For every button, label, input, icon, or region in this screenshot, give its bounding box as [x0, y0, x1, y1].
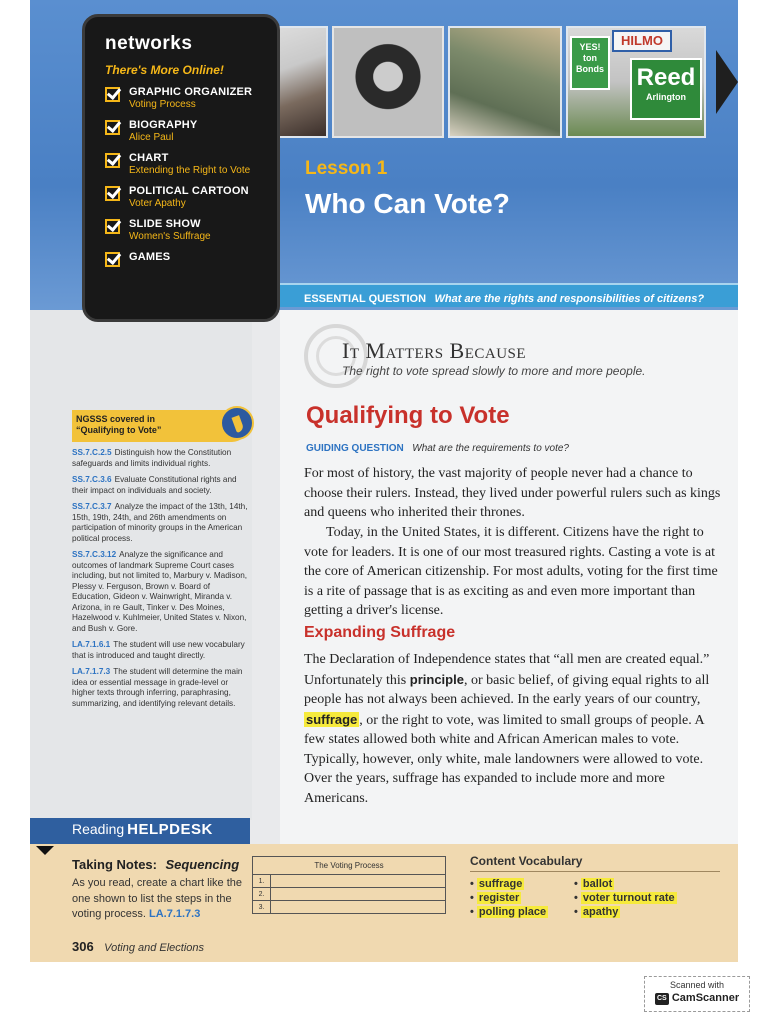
- standard-text: The student will use new vocabulary that is introduced and taught directly.: [72, 640, 245, 660]
- essential-question-label: ESSENTIAL QUESTION: [304, 293, 427, 305]
- vocab-item: • ballot: [574, 878, 613, 890]
- paragraph-3: [304, 650, 728, 808]
- table-row: [253, 901, 446, 914]
- networks-logo: networks: [105, 33, 193, 54]
- helpdesk-label: HELPDESK: [127, 821, 213, 838]
- paragraph-1: For most of history, the vast majority of people never had a chance to choose their rulers. Instead, they lived under powerful rulers such as kings and queens who inherited their thrones.: [304, 466, 721, 520]
- paragraph-3-part-b: , or basic belief, of giving equal rights to all people has not always been achieved. In the early years of our country,: [304, 672, 710, 707]
- guiding-question-label: GUIDING QUESTION: [306, 443, 404, 454]
- subsection-title: Expanding Suffrage: [304, 624, 456, 641]
- vocabulary-grid: [470, 878, 720, 918]
- standard-item: [72, 550, 248, 634]
- networks-item-title: POLITICAL CARTOON: [129, 185, 249, 197]
- row-number: 1.: [253, 875, 271, 888]
- essential-question-text: What are the rights and responsibilities of citizens?: [434, 293, 705, 305]
- vocabulary-title: Content Vocabulary: [470, 854, 720, 872]
- standard-item: [72, 475, 248, 496]
- checkbox-icon: [105, 87, 120, 102]
- taking-notes-heading: [72, 856, 239, 874]
- standard-text: Distinguish how the Constitution safeguards and limits individual rights.: [72, 448, 232, 468]
- ngsss-header-line1: NGSSS covered in: [76, 414, 156, 424]
- standard-code: SS.7.C.3.12: [72, 550, 117, 559]
- lesson-label: Lesson 1: [305, 158, 388, 179]
- reed-sign-sub: Arlington: [646, 92, 686, 102]
- yes-sign: YES! ton Bonds: [570, 36, 610, 90]
- taking-notes-label: Taking Notes:: [72, 857, 157, 872]
- voting-process-title: The Voting Process: [253, 857, 446, 875]
- florida-icon: [220, 406, 254, 440]
- networks-item-graphic-organizer[interactable]: [105, 86, 277, 110]
- checkbox-icon: [105, 186, 120, 201]
- standard-text: Evaluate Constitutional rights and their impact on individuals and society.: [72, 475, 237, 495]
- paragraph-3-part-c: , or the right to vote, was limited to small groups of people. A few states allowed both white and African American males to vote. Typically, however, only white, male landowners were allowed to vote. Over the years, suffrage has expanded to include more and more Americans.: [304, 712, 704, 806]
- taking-notes-standard: LA.7.1.7.3: [148, 908, 201, 920]
- networks-item-slide-show[interactable]: [105, 218, 277, 242]
- networks-item-title: GRAPHIC ORGANIZER: [129, 86, 253, 98]
- page-number: 306: [72, 939, 94, 954]
- vocab-term: voter turnout rate: [582, 892, 675, 904]
- page-section: Voting and Elections: [104, 942, 205, 954]
- vocab-term: apathy: [582, 906, 619, 918]
- ngsss-header-line2: “Qualifying to Vote”: [76, 425, 162, 435]
- notes-band: [30, 844, 738, 962]
- standard-text: Analyze the significance and outcomes of landmark Supreme Court cases including, but not limited to, Marbury v. Madison, Plessy v. Ferguson, Brown v. Board of Education, Gideon v. Wainwright, Miranda v. Arizona, in re Gault, Tinker v. Des Moines, Hazelwood v. Kuhlmeier, United States v. Nixon, and Bush v. Gore.: [72, 550, 248, 633]
- standard-item: [72, 640, 248, 661]
- networks-item-title: CHART: [129, 152, 169, 164]
- standard-code: SS.7.C.3.6: [72, 475, 112, 484]
- row-number: 2.: [253, 888, 271, 901]
- paragraph-3-part-a: The Declaration of Independence states that “all men are created equal.” Unfortunately this: [304, 652, 710, 688]
- voting-process-table: [252, 856, 446, 914]
- vocab-term: ballot: [582, 878, 613, 890]
- standard-item: [72, 502, 248, 544]
- networks-item-biography[interactable]: [105, 119, 277, 143]
- standard-text: The student will determine the main idea or essential message in grade-level or higher texts through inferring, paraphrasing, summarizing, and identifying relevant details.: [72, 667, 243, 708]
- vocab-term-principle: principle: [409, 671, 464, 687]
- networks-item-title: BIOGRAPHY: [129, 119, 198, 131]
- standard-item: [72, 448, 248, 469]
- networks-tagline: There's More Online!: [105, 63, 224, 77]
- it-matters-title: It Matters Because: [342, 338, 527, 363]
- taking-notes-body: As you read, create a chart like the one shown to list the steps in the voting process.: [72, 877, 242, 920]
- hilm-sign: HILMO: [612, 30, 672, 52]
- vocab-item: • register: [470, 892, 520, 904]
- section-title: Qualifying to Vote: [306, 402, 510, 429]
- standard-item: [72, 667, 248, 709]
- networks-item-sub: Women's Suffrage: [129, 231, 211, 242]
- textbook-page: [30, 0, 738, 962]
- page-footer: [72, 938, 204, 956]
- camscanner-caption: Scanned with: [669, 980, 725, 990]
- vocab-term: polling place: [478, 906, 547, 918]
- guiding-question: [306, 438, 569, 456]
- arrow-right-icon: [716, 50, 738, 114]
- standard-code: LA.7.1.6.1: [72, 640, 111, 649]
- networks-item-political-cartoon[interactable]: [105, 185, 277, 209]
- vocab-term: register: [478, 892, 520, 904]
- photo-soldier-voting: [448, 26, 562, 138]
- reading-helpdesk-tab: [30, 818, 250, 844]
- networks-item-sub: Alice Paul: [129, 132, 174, 143]
- standard-code: SS.7.C.2.5: [72, 448, 112, 457]
- standard-code: SS.7.C.3.7: [72, 502, 112, 511]
- row-blank: [271, 888, 446, 901]
- table-row: [253, 888, 446, 901]
- taking-notes-text: [72, 876, 242, 923]
- camscanner-badge: [644, 976, 750, 1012]
- checkbox-icon: [105, 120, 120, 135]
- networks-panel: [82, 14, 280, 322]
- ngsss-header: [72, 410, 248, 442]
- it-matters-subtitle: The right to vote spread slowly to more and more people.: [342, 364, 646, 378]
- table-row: [253, 875, 446, 888]
- networks-item-games[interactable]: [105, 251, 277, 263]
- content-vocabulary: [470, 854, 720, 918]
- taking-notes-topic: Sequencing: [165, 857, 240, 872]
- guiding-question-text: What are the requirements to vote?: [412, 443, 569, 454]
- vocab-item: • suffrage: [470, 878, 523, 890]
- photo-alice-paul: [332, 26, 444, 138]
- networks-item-sub: Voter Apathy: [129, 198, 186, 209]
- checkbox-icon: [105, 252, 120, 267]
- row-number: 3.: [253, 901, 271, 914]
- networks-item-sub: Extending the Right to Vote: [129, 165, 251, 176]
- essential-question-bar: [280, 283, 738, 307]
- vocab-item: • voter turnout rate: [574, 892, 675, 904]
- networks-item-chart[interactable]: [105, 152, 277, 176]
- networks-item-sub: Voting Process: [129, 99, 196, 110]
- camscanner-brand: [645, 992, 749, 1005]
- camscanner-brand-text: CamScanner: [671, 992, 740, 1004]
- networks-item-title: GAMES: [129, 251, 171, 263]
- standards-sidebar: [30, 310, 252, 820]
- lesson-title: Who Can Vote?: [305, 188, 510, 219]
- standard-code: LA.7.1.7.3: [72, 667, 111, 676]
- chevron-down-icon: [36, 846, 54, 855]
- reed-sign-name: Reed: [636, 64, 696, 91]
- camscanner-logo-icon: CS: [655, 993, 669, 1005]
- standard-text: Analyze the impact of the 13th, 14th, 15th, 19th, 24th, and 26th amendments on participation of minority groups in the American political process.: [72, 502, 248, 543]
- networks-item-title: SLIDE SHOW: [129, 218, 201, 230]
- vocab-term-suffrage: suffrage: [306, 711, 358, 727]
- checkbox-icon: [105, 153, 120, 168]
- row-blank: [271, 901, 446, 914]
- reed-sign: [630, 58, 702, 120]
- row-blank: [271, 875, 446, 888]
- ngsss-box: [72, 410, 248, 709]
- vocab-item: • apathy: [574, 906, 619, 918]
- helpdesk-reading-label: Reading: [72, 821, 125, 837]
- vocab-item: • polling place: [470, 906, 547, 918]
- vocab-term: suffrage: [478, 878, 523, 890]
- paragraph-2: Today, in the United States, it is different. Citizens have the right to vote for leaders. It is one of our most treasured rights. Casting a vote is at the core of American citizenship. For most adults, voting for the first time is a rite of passage that is as exciting as and even more important than getting a driver's license.: [304, 525, 718, 618]
- checkbox-icon: [105, 219, 120, 234]
- main-content: [280, 310, 738, 850]
